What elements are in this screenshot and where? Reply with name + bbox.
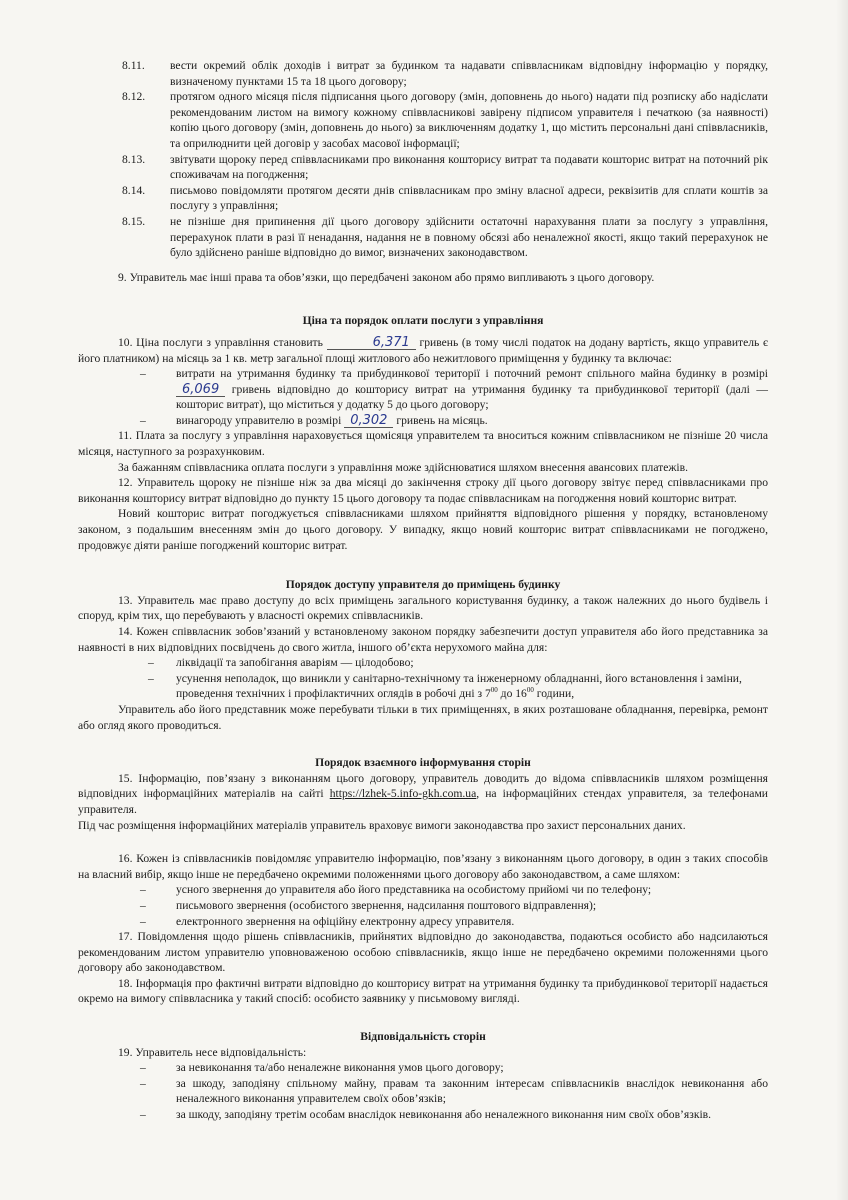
- clause-11: 11. Плата за послугу з управління нараховується щомісяця управителем та вноситься кожним співвласником не пізніше 20 числа місяця, наступного за розрахунковим.: [78, 429, 768, 459]
- clause-15: 15. Інформацію, пов’язану з виконанням цього договору, управитель доводить до відома співвласників шляхом розміщення відповідних інформаційних матеріалів на сайті https://lzhek-5.info-gkh.com.ua, на інформаційних стендах управителя, за телефонами управителя.: [78, 771, 768, 816]
- clause-16-item-electronic: – електронного звернення на офіційну електронну адресу управителя.: [140, 914, 515, 928]
- clause-8-list: [78, 58, 768, 261]
- clause-9: 9. Управитель має інші права та обов’язки, що передбачені законом або прямо випливають з цього договору.: [118, 270, 655, 284]
- scan-edge-shadow: [836, 0, 848, 1200]
- clause-19-item-property-damage: – за шкоду, заподіяну спільному майну, правам та законним інтересам співвласників внаслідок невиконання або неналежного виконання управителем своїх обов’язків;: [140, 1076, 768, 1106]
- clause-8-11: 8.11. вести окремий облік доходів і витрат за будинком та надавати співвласникам відповідну інформацію у порядку, визначеному пунктами 15 та 18 цього договору;: [122, 59, 768, 88]
- clause-14-presence: Управитель або його представник може перебувати тільки в тих приміщеннях, в яких розташоване обладнання, перевірка, ремонт або огляд якого проводиться.: [78, 702, 768, 732]
- clause-8-12: 8.12. протягом одного місяця після підписання цього договору (змін, доповнень до нього) надати під розписку або надіслати рекомендованим листом на вимогу кожному співвласникові завірену підписом управителя і печаткою (за наявності) копію цього договору (змін, доповнень до нього) за виключенням додатку 1, що містить персональні дані співвласників, та оприлюднити цей договір у засобах масової інформації;: [122, 90, 768, 150]
- website-link[interactable]: https://lzhek-5.info-gkh.com.ua: [329, 787, 477, 801]
- clause-19-item-nonperformance: – за невиконання та/або неналежне виконання умов цього договору;: [140, 1061, 504, 1075]
- clause-17: 17. Повідомлення щодо рішень співвласників, прийнятих відповідно до законодавства, подаються особисто або надсилаються рекомендованим листом управителю уповноваженою особою співвласників, якщо інше не передбачено окремими положеннями цього договору або законодавством.: [78, 930, 768, 975]
- clause-15-privacy: Під час розміщення інформаційних матеріалів управитель враховує вимоги законодавства про захист персональних даних.: [78, 818, 686, 832]
- handwritten-price: 6,371: [327, 336, 416, 350]
- clause-19-item-third-party-damage: – за шкоду, заподіяну третім особам внаслідок невиконання або неналежного виконання ним своїх обов’язків.: [140, 1108, 712, 1122]
- clause-10-item-costs: – витрати на утримання будинку та прибудинкової території і поточний ремонт спільного майна будинку в розмірі 6,069 гривень відповідно до кошторису витрат на утримання будинку та прибудинкової території (далі — кошторис витрат), що міститься у додатку 5 до цього договору;: [140, 367, 768, 412]
- section-heading-access: Порядок доступу управителя до приміщень будинку: [285, 578, 561, 592]
- handwritten-fee: 0,302: [344, 414, 393, 428]
- clause-14-item-repairs: – усунення неполадок, що виникли у санітарно-технічному та інженерному обладнанні, його встановлення і заміни, проведення технічних і профілактичних оглядів в робочі дні з $7^{00}$ до $16^{00}$ години,: [148, 671, 742, 701]
- clause-19: 19. Управитель несе відповідальність:: [118, 1045, 307, 1059]
- contract-text: [78, 58, 768, 1123]
- clause-8-14: 8.14. письмово повідомляти протягом десяти днів співвласникам про зміну власної адреси, реквізитів для сплати коштів за послугу з управління;: [122, 183, 768, 213]
- clause-11-advance: За бажанням співвласника оплата послуги з управління може здійснюватися шляхом внесення авансових платежів.: [118, 460, 688, 474]
- section-heading-info: Порядок взаємного інформування сторін: [315, 756, 531, 770]
- clause-12-new-estimate: Новий кошторис витрат погоджується співвласниками шляхом прийняття відповідного рішення у порядку, встановленому законом, з подальшим внесенням змін до цього договору. У випадку, якщо новий кошторис витрат співвласниками не погоджено, продовжує діяти раніше погоджений кошторис витрат.: [78, 507, 768, 552]
- clause-16: 16. Кожен із співвласників повідомляє управителю інформацію, пов’язану з виконанням цього договору, в один з таких способів на власний вибір, якщо інше не передбачено окремими положеннями цього договору або законодавством, а саме шляхом:: [78, 852, 768, 881]
- clause-8-13: 8.13. звітувати щороку перед співвласниками про виконання кошторису витрат та подавати кошторис витрат на поточний рік споживачам на погодження;: [122, 152, 768, 182]
- clause-18: 18. Інформація про фактичні витрати відповідно до кошторису витрат на утримання будинку та прибудинкової території надається окремо на вимогу співвласника у такий спосіб: особисто заявнику у письмовому вигляді.: [78, 976, 768, 1006]
- clause-12: 12. Управитель щороку не пізніше ніж за два місяці до закінчення строку дії цього договору звітує перед співвласниками про виконання кошторису витрат відповідно до пункту 15 цього договору та подає співвласникам на погодження новий кошторис витрат.: [78, 476, 768, 505]
- clause-16-item-oral: – усного звернення до управителя або його представника на особистому прийомі чи по телефону;: [140, 883, 652, 897]
- handwritten-cost: 6,069: [176, 383, 225, 397]
- clause-10: 10. Ціна послуги з управління становить 6,371 гривень (в тому числі податок на додану вартість, якщо управитель є його платником) на місяць за 1 кв. метр загальної площі житлового або нежитлового приміщення у будинку та включає:: [78, 334, 768, 365]
- clause-16-item-written: – письмового звернення (особистого звернення, надсилання поштового відправлення);: [140, 898, 597, 912]
- clause-10-item-fee: – винагороду управителю в розмірі 0,302 гривень на місяць.: [140, 412, 488, 428]
- clause-14-item-emergency: – ліквідації та запобігання аваріям — цілодобово;: [148, 656, 414, 670]
- clause-14: 14. Кожен співвласник зобов’язаний у встановленому законом порядку забезпечити доступ управителя або його представника за наявності в них відповідних посвідчень до свого житла, іншого об’єкта нерухомого майна для:: [78, 625, 768, 654]
- clause-8-15: 8.15. не пізніше дня припинення дії цього договору здійснити остаточні нарахування плати за послугу з управління, перерахунок плати в разі її ненадання, надання не в повному обсязі або неналежної якості, якщо такий перерахунок не було здійснено раніше відповідно до вимог, визначених законодавством.: [122, 214, 768, 260]
- section-heading-price: Ціна та порядок оплати послуги з управління: [302, 314, 544, 328]
- section-heading-responsibility: Відповідальність сторін: [360, 1030, 486, 1044]
- clause-13: 13. Управитель має право доступу до всіх приміщень загального користування будинку, а також належних до нього будівель і споруд, крім тих, що перебувають у власності окремих співвласників.: [78, 593, 768, 623]
